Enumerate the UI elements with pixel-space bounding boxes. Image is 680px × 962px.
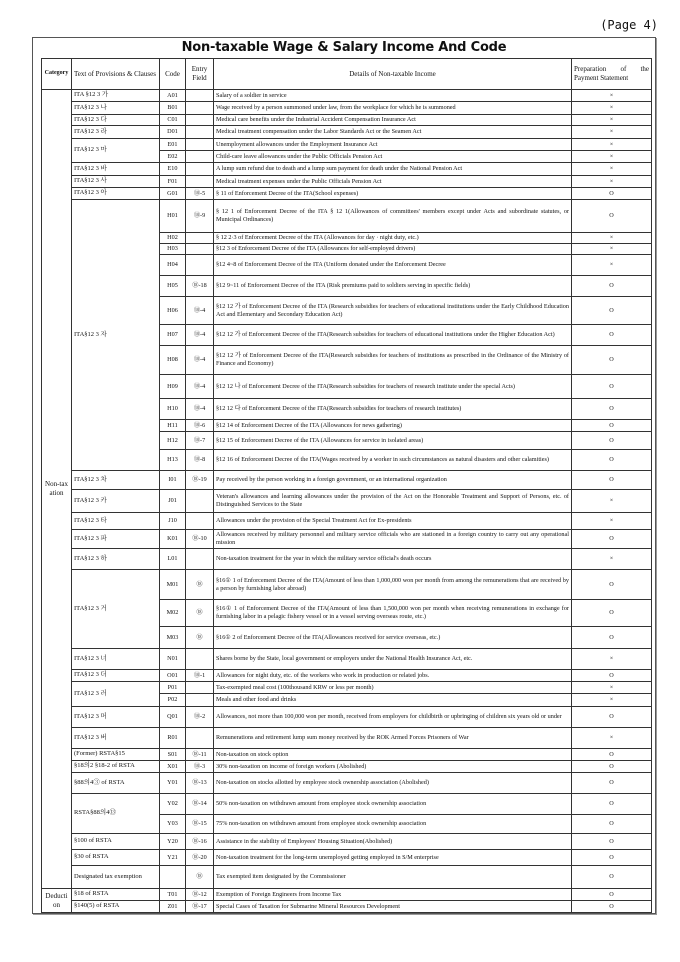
provision-cell: (Former) RSTA§15 [72, 749, 160, 761]
table-row [42, 176, 652, 188]
entry-field-cell: ⑱-10 [186, 530, 214, 549]
details-cell: §12 15 of Enforcement Decree of the ITA (Allowances for service in isolated areas) [214, 432, 572, 450]
preparation-cell: O [572, 707, 652, 728]
preparation-cell: O [572, 399, 652, 420]
details-cell: Veteran's allowances and learning allowances under the provision of the Act on the Honorable Treatment and Support of Persons, etc. of Distinguished Services to the State [214, 490, 572, 513]
table-row [42, 188, 652, 200]
entry-field-cell [186, 728, 214, 749]
preparation-cell: O [572, 850, 652, 866]
code-cell: H11 [160, 420, 186, 432]
code-cell: H04 [160, 255, 186, 276]
entry-field-cell: ⑱-16 [186, 834, 214, 850]
entry-field-cell [186, 176, 214, 188]
entry-field-cell: ⑱-20 [186, 850, 214, 866]
header-category: Category [42, 59, 72, 90]
entry-field-cell: ⑱ [186, 570, 214, 600]
table-row [42, 102, 652, 115]
table-row [42, 126, 652, 139]
details-cell: Special Cases of Taxation for Submarine Mineral Resources Development [214, 901, 572, 913]
details-cell: Medical treatment compensation under the Labor Standards Act or the Seamen Act [214, 126, 572, 139]
table-row [42, 901, 652, 913]
entry-field-cell: ⑱-8 [186, 450, 214, 471]
table-row [42, 471, 652, 490]
details-cell: §12 3 of Enforcement Decree of the ITA (Allowances for self-employed drivers) [214, 244, 572, 255]
entry-field-cell [186, 513, 214, 530]
table-row [42, 649, 652, 670]
entry-field-cell: ⑱-5 [186, 188, 214, 200]
preparation-cell: × [572, 549, 652, 570]
table-row [42, 761, 652, 773]
details-cell: 30% non-taxation on income of foreign workers (Abolished) [214, 761, 572, 773]
details-cell: Shares borne by the State, local government or employers under the National Health Insurance Act, etc. [214, 649, 572, 670]
code-cell: H06 [160, 297, 186, 325]
code-cell: B01 [160, 102, 186, 115]
document-title: Non-taxable Wage & Salary Income And Code [181, 40, 507, 55]
preparation-cell: × [572, 694, 652, 707]
details-cell: § 12 2·3 of Enforcement Decree of the ITA (Allowances for day · night duty, etc.) [214, 233, 572, 244]
preparation-cell: O [572, 420, 652, 432]
details-cell: Salary of a soldier in service [214, 90, 572, 102]
code-cell: C01 [160, 115, 186, 126]
provision-cell: ITA§12 3 바 [72, 163, 160, 176]
code-cell: F01 [160, 176, 186, 188]
code-cell: G01 [160, 188, 186, 200]
entry-field-cell: ⑱ [186, 600, 214, 627]
table-row [42, 513, 652, 530]
preparation-cell: O [572, 450, 652, 471]
entry-field-cell: ⑱-6 [186, 420, 214, 432]
preparation-cell: × [572, 176, 652, 188]
preparation-cell: × [572, 233, 652, 244]
code-cell: S01 [160, 749, 186, 761]
entry-field-cell: ⑱-15 [186, 815, 214, 834]
provision-cell: ITA§12 3 버 [72, 728, 160, 749]
entry-field-cell: ⑱ [186, 627, 214, 649]
code-cell: Q01 [160, 707, 186, 728]
category-cell: Non-taxation [42, 90, 72, 889]
code-cell: R01 [160, 728, 186, 749]
table-row [42, 682, 652, 694]
code-cell: Y21 [160, 850, 186, 866]
provision-cell: ITA§12 3 파 [72, 530, 160, 549]
entry-field-cell: ⑱-18 [186, 276, 214, 297]
preparation-cell: O [572, 346, 652, 375]
preparation-cell: × [572, 90, 652, 102]
code-cell: H08 [160, 346, 186, 375]
code-cell: K01 [160, 530, 186, 549]
preparation-cell: O [572, 375, 652, 399]
code-cell: H01 [160, 200, 186, 233]
provision-cell: ITA§12 3 카 [72, 490, 160, 513]
provision-cell: ITA§12 3 러 [72, 682, 160, 707]
provision-cell: ITA§12 3 차 [72, 471, 160, 490]
preparation-cell: O [572, 670, 652, 682]
preparation-cell: × [572, 682, 652, 694]
details-cell: 50% non-taxation on withdrawn amount from employee stock ownership association [214, 794, 572, 815]
provision-cell: §18의2 §18-2 of RSTA [72, 761, 160, 773]
entry-field-cell: ⑱-1 [186, 670, 214, 682]
provision-cell: ITA§12 3 사 [72, 176, 160, 188]
header-row [42, 59, 652, 90]
table-row [42, 866, 652, 889]
provision-cell: ITA§12 3 아 [72, 188, 160, 200]
entry-field-cell [186, 151, 214, 163]
details-cell: Tax exempted item designated by the Commissioner [214, 866, 572, 889]
provision-cell: §88의4③ of RSTA [72, 773, 160, 794]
entry-field-cell: ⑱-4 [186, 297, 214, 325]
provision-cell: ITA §12 3 가 [72, 90, 160, 102]
preparation-cell: O [572, 627, 652, 649]
preparation-cell: × [572, 490, 652, 513]
entry-field-cell [186, 549, 214, 570]
provision-cell: ITA§12 3 마 [72, 139, 160, 163]
code-cell: H07 [160, 325, 186, 346]
details-cell: Allowances, not more than 100,000 won per month, received from employers for childbirth or upbringing of children six years old or under [214, 707, 572, 728]
preparation-cell: × [572, 513, 652, 530]
preparation-cell: O [572, 276, 652, 297]
details-cell: § 12 1 of Enforcement Decree of the ITA § 12 1(Allowances of committees' members except under Acts and subordinate statutes, or Municipal Ordinances) [214, 200, 572, 233]
header-code: Code [160, 59, 186, 90]
entry-field-cell: ⑱-17 [186, 901, 214, 913]
code-cell: Y03 [160, 815, 186, 834]
details-cell: §12 12 가 of Enforcement Decree of the ITA (Research subsidies for teachers of educational institutions under the Early Childhood Education Act and Elementary and Secondary Education Act) [214, 297, 572, 325]
entry-field-cell [186, 694, 214, 707]
table-row [42, 749, 652, 761]
code-cell: H13 [160, 450, 186, 471]
table-row [42, 530, 652, 549]
details-cell: Non-taxation treatment for the long-term unemployed getting employed in S/M enterprise [214, 850, 572, 866]
details-cell: Allowances under the provision of the Special Treatment Act for Ex-presidents [214, 513, 572, 530]
code-cell: O01 [160, 670, 186, 682]
details-cell: §12 12 가 of Enforcement Decree of the ITA(Research subsidies for teachers of institutions as prescribed in the Ordinance of the Ministry of Finance and Economy) [214, 346, 572, 375]
preparation-cell: × [572, 163, 652, 176]
preparation-cell: O [572, 749, 652, 761]
code-cell: T01 [160, 889, 186, 901]
header-entry-field: Entry Field [186, 59, 214, 90]
preparation-cell: O [572, 530, 652, 549]
preparation-cell: × [572, 126, 652, 139]
details-cell: §12 12 다 of Enforcement Decree of the ITA(Research subsidies for teachers of research institutes) [214, 399, 572, 420]
details-cell: Allowances for night duty, etc. of the workers who work in production or related jobs. [214, 670, 572, 682]
header-provisions: Text of Provisions & Clauses [72, 59, 160, 90]
provision-cell: ITA§12 3 하 [72, 549, 160, 570]
details-cell: Exemption of Foreign Engineers from Income Tax [214, 889, 572, 901]
table-row [42, 728, 652, 749]
details-cell: §12 4~8 of Enforcement Decree of the ITA (Uniform donated under the Enforcement Decree [214, 255, 572, 276]
table-row [42, 163, 652, 176]
code-cell [160, 866, 186, 889]
details-cell: §16① 2 of Enforcement Decree of the ITA(Allowances received for service overseas, etc.) [214, 627, 572, 649]
provision-cell: §140(5) of RSTA [72, 901, 160, 913]
provision-cell: §100 of RSTA [72, 834, 160, 850]
details-cell: Wage received by a person summoned under law, from the workplace for which he is summoned [214, 102, 572, 115]
preparation-cell: O [572, 188, 652, 200]
entry-field-cell [186, 163, 214, 176]
details-cell: § 11 of Enforcement Decree of the ITA(School expenses) [214, 188, 572, 200]
table-row [42, 707, 652, 728]
details-cell: §16① 1 of Enforcement Decree of the ITA(Amount of less than 1,000,000 won per month from among the remunerations that are received by a person by furnishing labor abroad) [214, 570, 572, 600]
provision-cell: ITA§12 3 다 [72, 115, 160, 126]
entry-field-cell [186, 649, 214, 670]
entry-field-cell: ⑱-13 [186, 773, 214, 794]
details-cell: §12 12 나 of Enforcement Decree of the ITA(Research subsidies for teachers of research institute under the special Acts) [214, 375, 572, 399]
entry-field-cell: ⑱-3 [186, 761, 214, 773]
details-cell: Assistance in the stability of Employees' Housing Situation(Abolished) [214, 834, 572, 850]
provision-cell: RSTA§88의4⑬ [72, 794, 160, 834]
code-cell: L01 [160, 549, 186, 570]
details-cell: Child-care leave allowances under the Public Officials Pension Act [214, 151, 572, 163]
code-cell: E02 [160, 151, 186, 163]
details-cell: §16① 1 of Enforcement Decree of the ITA(Amount of less than 1,500,000 won per month when receiving remunerations in exchange for furnishing labor in a pelagic fishery vessel or in a vessel serving overseas route, etc.) [214, 600, 572, 627]
details-cell: §12 14 of Enforcement Decree of the ITA (Allowances for news gathering) [214, 420, 572, 432]
details-cell: Allowances received by military personnel and military service officials who are stationed in a foreign country to carry out any operational mission [214, 530, 572, 549]
entry-field-cell [186, 244, 214, 255]
preparation-cell: O [572, 471, 652, 490]
entry-field-cell: ⑱-12 [186, 889, 214, 901]
preparation-cell: × [572, 728, 652, 749]
entry-field-cell [186, 682, 214, 694]
provision-cell: ITA§12 3 라 [72, 126, 160, 139]
code-cell: M03 [160, 627, 186, 649]
provision-cell: ITA§12 3 자 [72, 200, 160, 471]
entry-field-cell: ⑱-14 [186, 794, 214, 815]
details-cell: §12 16 of Enforcement Decree of the ITA(Wages received by a worker in such circumstances as natural disasters and other calamities) [214, 450, 572, 471]
preparation-cell: O [572, 325, 652, 346]
code-cell: Z01 [160, 901, 186, 913]
table-row [42, 139, 652, 151]
provision-cell: Designated tax exemption [72, 866, 160, 889]
preparation-cell: × [572, 115, 652, 126]
details-cell: Medical care benefits under the Industrial Accident Compensation Insurance Act [214, 115, 572, 126]
entry-field-cell [186, 126, 214, 139]
entry-field-cell: ⑱-7 [186, 432, 214, 450]
header-preparation: Preparation of the Payment Statement [572, 59, 652, 90]
entry-field-cell: ⑱-19 [186, 471, 214, 490]
code-cell: H03 [160, 244, 186, 255]
details-cell: Medical treatment expenses under the Public Officials Pension Act [214, 176, 572, 188]
code-cell: E01 [160, 139, 186, 151]
entry-field-cell: ⑱-4 [186, 375, 214, 399]
code-cell: H02 [160, 233, 186, 244]
preparation-cell: O [572, 834, 652, 850]
preparation-cell: O [572, 570, 652, 600]
provision-cell: §30 of RSTA [72, 850, 160, 866]
details-cell: Meals and other food and drinks [214, 694, 572, 707]
table-row [42, 794, 652, 815]
code-cell: Y20 [160, 834, 186, 850]
details-cell: Tax-exempted meal cost (100thousand KRW or less per month) [214, 682, 572, 694]
entry-field-cell [186, 90, 214, 102]
preparation-cell: O [572, 815, 652, 834]
details-cell: Non-taxation on stocks allotted by employee stock ownership association (Abolished) [214, 773, 572, 794]
entry-field-cell: ⑱-4 [186, 399, 214, 420]
details-cell: §12 12 가 of Enforcement Decree of the ITA(Research subsidies for teachers of educational institutions under the Higher Education Act) [214, 325, 572, 346]
code-cell: H10 [160, 399, 186, 420]
table-row [42, 115, 652, 126]
preparation-cell: O [572, 889, 652, 901]
table-row [42, 90, 652, 102]
entry-field-cell: ⑱-4 [186, 346, 214, 375]
code-cell: H05 [160, 276, 186, 297]
table-row [42, 889, 652, 901]
details-cell: Pay received by the person working in a foreign government, or an international organization [214, 471, 572, 490]
details-cell: Non-taxation treatment for the year in which the military service official's death occurs [214, 549, 572, 570]
code-cell: Y01 [160, 773, 186, 794]
code-cell: P02 [160, 694, 186, 707]
table-row [42, 773, 652, 794]
preparation-cell: O [572, 297, 652, 325]
provision-cell: ITA§12 3 나 [72, 102, 160, 115]
table-row [42, 670, 652, 682]
entry-field-cell: ⑱ [186, 866, 214, 889]
preparation-cell: O [572, 773, 652, 794]
code-cell: J10 [160, 513, 186, 530]
table-row [42, 490, 652, 513]
entry-field-cell: ⑱-11 [186, 749, 214, 761]
preparation-cell: O [572, 761, 652, 773]
code-cell: E10 [160, 163, 186, 176]
details-cell: §12 9~11 of Enforcement Decree of the ITA (Risk premiums paid to soldiers serving in specific fields) [214, 276, 572, 297]
non-taxable-income-table [41, 58, 652, 913]
document-frame [32, 37, 656, 914]
preparation-cell: O [572, 794, 652, 815]
category-cell: Deduction [42, 889, 72, 913]
code-cell: I01 [160, 471, 186, 490]
code-cell: H12 [160, 432, 186, 450]
provision-cell: ITA§12 3 너 [72, 649, 160, 670]
preparation-cell: O [572, 432, 652, 450]
preparation-cell: × [572, 139, 652, 151]
preparation-cell: × [572, 255, 652, 276]
provision-cell: ITA§12 3 타 [72, 513, 160, 530]
page-number: (Page 4) [600, 18, 658, 32]
provision-cell: ITA§12 3 머 [72, 707, 160, 728]
provision-cell: §18 of RSTA [72, 889, 160, 901]
preparation-cell: O [572, 901, 652, 913]
preparation-cell: × [572, 244, 652, 255]
code-cell: A01 [160, 90, 186, 102]
preparation-cell: O [572, 200, 652, 233]
entry-field-cell [186, 490, 214, 513]
code-cell: Y02 [160, 794, 186, 815]
table-row [42, 549, 652, 570]
details-cell: Unemployment allowances under the Employment Insurance Act [214, 139, 572, 151]
preparation-cell: × [572, 102, 652, 115]
header-details: Details of Non-taxable Income [214, 59, 572, 90]
entry-field-cell [186, 255, 214, 276]
provision-cell: ITA§12 3 거 [72, 570, 160, 649]
entry-field-cell [186, 115, 214, 126]
entry-field-cell [186, 233, 214, 244]
details-cell: Remunerations and retirement lump sum money received by the ROK Armed Forces Prisoners of War [214, 728, 572, 749]
code-cell: M02 [160, 600, 186, 627]
entry-field-cell: ⑱-2 [186, 707, 214, 728]
table-row [42, 834, 652, 850]
preparation-cell: × [572, 649, 652, 670]
code-cell: D01 [160, 126, 186, 139]
entry-field-cell [186, 139, 214, 151]
preparation-cell: O [572, 600, 652, 627]
table-row [42, 570, 652, 600]
code-cell: X01 [160, 761, 186, 773]
entry-field-cell: ⑱-9 [186, 200, 214, 233]
entry-field-cell [186, 102, 214, 115]
code-cell: M01 [160, 570, 186, 600]
provision-cell: ITA§12 3 더 [72, 670, 160, 682]
code-cell: P01 [160, 682, 186, 694]
code-cell: J01 [160, 490, 186, 513]
entry-field-cell: ⑱-4 [186, 325, 214, 346]
details-cell: Non-taxation on stock option [214, 749, 572, 761]
table-row [42, 850, 652, 866]
preparation-cell: × [572, 151, 652, 163]
details-cell: 75% non-taxation on withdrawn amount from employee stock ownership association [214, 815, 572, 834]
table-row [42, 200, 652, 233]
code-cell: H09 [160, 375, 186, 399]
details-cell: A lump sum refund due to death and a lump sum payment for death under the National Pension Act [214, 163, 572, 176]
code-cell: N01 [160, 649, 186, 670]
preparation-cell: O [572, 866, 652, 889]
